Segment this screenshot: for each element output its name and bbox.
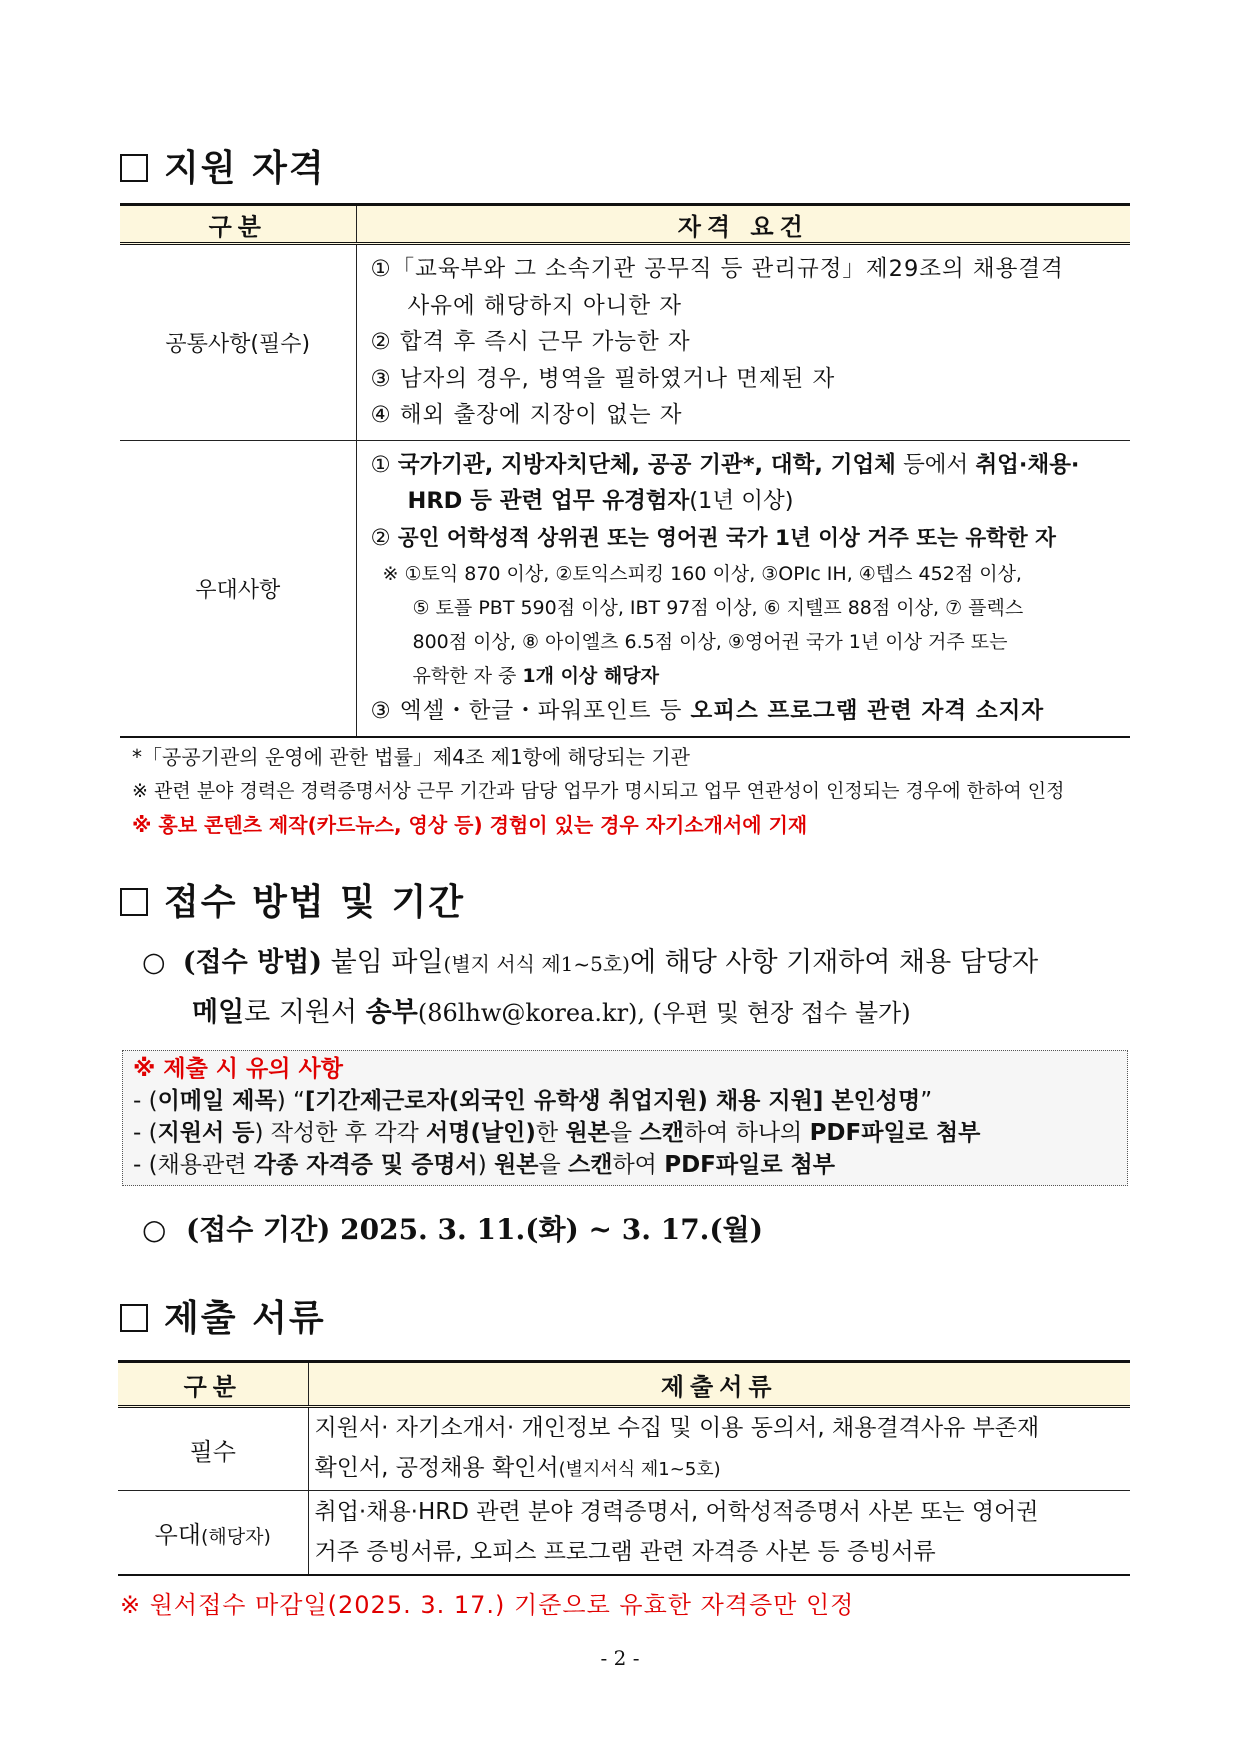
documents-preferred (308, 1491, 1130, 1575)
header-category: 구분 (118, 1362, 308, 1407)
requirement-line: ③ 남자의 경우, 병역을 필하였거나 면제된 자 (370, 365, 836, 392)
header-category: 구분 (120, 205, 356, 244)
checkbox-square-icon (120, 888, 148, 916)
preferred-item-2: ② 공인 어학성적 상위권 또는 영어권 국가 1년 이상 거주 또는 유학한 자 (370, 524, 1056, 551)
header-requirements: 자격 요건 (356, 205, 1130, 244)
checkbox-square-icon (120, 1304, 148, 1332)
footnote-public-institution: *「공공기관의 운영에 관한 법률」제4조 제1항에 해당되는 기관 (132, 745, 690, 769)
table-row-preferred (118, 1491, 1130, 1575)
caution-item: - (채용관련 각종 자격증 및 증명서) 원본을 스캔하여 PDF파일로 첨부 (133, 1152, 835, 1178)
table-row-common (120, 244, 1130, 441)
requirement-line: ①「교육부와 그 소속기관 공무직 등 관리규정」제29조의 채용결격 (370, 256, 1064, 282)
document-line: 확인서, 공정채용 확인서(별지서식 제1~5호) (314, 1455, 721, 1481)
application-period: ○ (접수 기간) 2025. 3. 11.(화) ~ 3. 17.(월) (142, 1213, 763, 1246)
preferred-item-1-cont: HRD 등 관련 업무 유경험자(1년 이상) (407, 488, 794, 514)
language-score-note: ⑤ 토플 PBT 590점 이상, IBT 97점 이상, ⑥ 지텔프 88점 이상, ⑦ 플렉스 (412, 597, 1024, 619)
requirement-line: ④ 해외 출장에 지장이 없는 자 (370, 402, 683, 428)
checkbox-square-icon (120, 154, 148, 182)
language-score-note: 800점 이상, ⑧ 아이엘츠 6.5점 이상, ⑨영어권 국가 1년 이상 거주 또는 (412, 631, 1008, 653)
document-line: 취업·채용·HRD 관련 분야 경력증명서, 어학성적증명서 사본 또는 영어권 (314, 1499, 1039, 1526)
requirement-line: ② 합격 후 즉시 근무 가능한 자 (370, 329, 691, 355)
category-preferred: 우대사항 (120, 440, 356, 737)
requirements-preferred (356, 440, 1130, 737)
document-line: 지원서· 자기소개서· 개인정보 수집 및 이용 동의서, 채용결격사유 부존재 (314, 1415, 1040, 1441)
document-line: 거주 증빙서류, 오피스 프로그램 관련 자격증 사본 등 증빙서류 (314, 1539, 936, 1566)
section-title-documents: 제출 서류 (120, 1290, 326, 1341)
category-common: 공통사항(필수) (120, 244, 356, 441)
caution-item: - (이메일 제목) “[기간제근로자(외국인 유학생 취업지원) 채용 지원] 본인성명” (133, 1088, 933, 1114)
language-score-note: ※ ①토익 870 이상, ②토익스피킹 160 이상, ③OPIc IH, ④텝스 452점 이상, (382, 563, 1022, 585)
requirement-line: 사유에 해당하지 아니한 자 (407, 292, 683, 319)
category-preferred: 우대(해당자) (118, 1491, 308, 1575)
table-header-row (118, 1362, 1130, 1407)
table-row-preferred (120, 440, 1130, 737)
caution-item: - (지원서 등) 작성한 후 각각 서명(날인)한 원본을 스캔하여 하나의 PDF파일로 첨부 (133, 1120, 981, 1146)
category-required: 필수 (118, 1407, 308, 1491)
preferred-item-3: ③ 엑셀・한글・파워포인트 등 오피스 프로그램 관련 자격 소지자 (370, 698, 1045, 724)
footnote-promo-content: ※ 홍보 콘텐츠 제작(카드뉴스, 영상 등) 경험이 있는 경우 자기소개서에 기재 (132, 813, 808, 837)
eligibility-table (120, 203, 1130, 738)
header-documents: 제출서류 (308, 1362, 1130, 1407)
validity-note: ※ 원서접수 마감일(2025. 3. 17.) 기준으로 유효한 자격증만 인정 (120, 1591, 855, 1619)
section-title-application: 접수 방법 및 기간 (120, 874, 465, 925)
requirements-common (356, 244, 1130, 441)
table-header-row (120, 205, 1130, 244)
language-score-note: 유학한 자 중 1개 이상 해당자 (412, 665, 659, 687)
table-row-required (118, 1407, 1130, 1491)
documents-required (308, 1407, 1130, 1491)
application-method-cont: 메일로 지원서 송부(86lhw@korea.kr), (우편 및 현장 접수 불가) (192, 997, 911, 1028)
application-method: ○ (접수 방법) 붙임 파일(별지 서식 제1~5호)에 해당 사항 기재하여 채용 담당자 (142, 947, 1039, 978)
submission-caution-box (122, 1050, 1128, 1186)
section-title-eligibility: 지원 자격 (120, 140, 326, 191)
page-number: - 2 - (600, 1646, 640, 1670)
footnote-career: ※ 관련 분야 경력은 경력증명서상 근무 기간과 담당 업무가 명시되고 업무 연관성이 인정되는 경우에 한하여 인정 (132, 780, 1065, 802)
documents-table (118, 1360, 1130, 1576)
caution-title: ※ 제출 시 유의 사항 (133, 1056, 343, 1082)
preferred-item-1: ① 국가기관, 지방자치단체, 공공 기관*, 대학, 기업체 등에서 취업·채용· (370, 451, 1080, 478)
